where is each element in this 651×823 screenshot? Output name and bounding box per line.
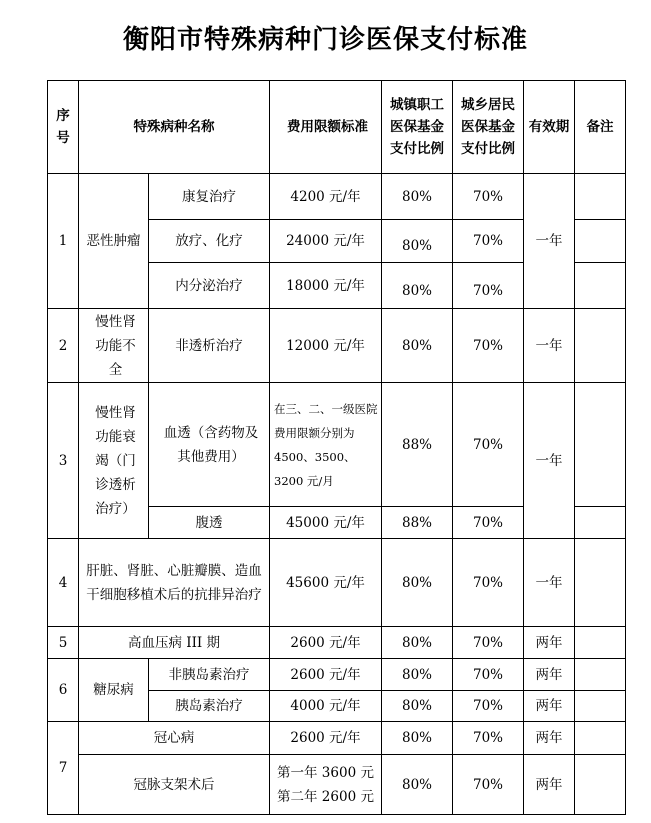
validity-cell: 两年 [524,659,575,691]
validity-cell: 一年 [524,539,575,627]
row-seq: 6 [48,659,79,722]
resident-ratio: 70% [453,263,524,309]
header-seq: 序号 [48,81,79,174]
limit-cell: 45600 元/年 [270,539,382,627]
header-remark: 备注 [575,81,626,174]
table-row [48,722,626,755]
resident-ratio: 70% [453,659,524,691]
sub-name: 放疗、化疗 [149,220,270,263]
table-row [48,659,626,691]
resident-ratio: 70% [453,309,524,383]
limit-cell [270,755,382,815]
employee-ratio: 80% [382,220,453,263]
employee-ratio: 80% [382,539,453,627]
sub-name: 内分泌治疗 [149,263,270,309]
disease-name: 慢性肾功能不全 [79,309,149,383]
employee-ratio: 80% [382,174,453,220]
resident-ratio: 70% [453,507,524,539]
validity-cell: 两年 [524,755,575,815]
employee-ratio: 88% [382,507,453,539]
table-row [48,539,626,627]
row-seq: 7 [48,722,79,815]
remark-cell [575,755,626,815]
remark-cell [575,220,626,263]
resident-ratio: 70% [453,691,524,722]
sub-name: 康复治疗 [149,174,270,220]
employee-ratio: 80% [382,659,453,691]
header-limit: 费用限额标准 [270,81,382,174]
row-seq: 5 [48,627,79,659]
sub-name: 冠心病 [79,722,270,755]
limit-cell: 2600 元/年 [270,627,382,659]
row-seq: 1 [48,174,79,309]
disease-name: 慢性肾功能衰竭（门诊透析治疗） [79,383,149,539]
resident-ratio: 70% [453,383,524,507]
remark-cell [575,539,626,627]
validity-cell: 一年 [524,383,575,539]
resident-ratio: 70% [453,174,524,220]
limit-cell: 45000 元/年 [270,507,382,539]
employee-ratio: 88% [382,383,453,507]
resident-ratio: 70% [453,539,524,627]
limit-cell: 12000 元/年 [270,309,382,383]
employee-ratio: 80% [382,263,453,309]
validity-cell: 两年 [524,722,575,755]
limit-cell: 2600 元/年 [270,659,382,691]
remark-cell [575,174,626,220]
employee-ratio: 80% [382,755,453,815]
remark-cell [575,659,626,691]
header-resident: 城乡居民医保基金支付比例 [453,81,524,174]
resident-ratio: 70% [453,722,524,755]
validity-cell: 两年 [524,691,575,722]
payment-standard-table [47,80,626,815]
header-validity: 有效期 [524,81,575,174]
disease-name: 恶性肿瘤 [79,174,149,309]
limit-cell: 2600 元/年 [270,722,382,755]
limit-line-2: 第二年 2600 元 [277,788,374,805]
remark-cell [575,309,626,383]
sub-name: 血透（含药物及其他费用） [149,383,270,507]
sub-name: 腹透 [149,507,270,539]
sub-name: 非胰岛素治疗 [149,659,270,691]
disease-name: 高血压病 III 期 [79,627,270,659]
limit-line-1: 第一年 3600 元 [277,764,374,781]
employee-ratio: 80% [382,691,453,722]
remark-cell [575,507,626,539]
header-name: 特殊病种名称 [79,81,270,174]
resident-ratio: 70% [453,627,524,659]
table-row [48,309,626,383]
table-row [48,174,626,220]
limit-cell: 18000 元/年 [270,263,382,309]
sub-name: 冠脉支架术后 [79,755,270,815]
disease-name: 肝脏、肾脏、心脏瓣膜、造血干细胞移植术后的抗排异治疗 [79,539,270,627]
employee-ratio: 80% [382,722,453,755]
limit-cell: 4200 元/年 [270,174,382,220]
limit-cell: 在三、二、一级医院费用限额分别为 4500、3500、3200 元/月 [270,383,382,507]
row-seq: 2 [48,309,79,383]
limit-cell: 24000 元/年 [270,220,382,263]
employee-ratio: 80% [382,627,453,659]
row-seq: 3 [48,383,79,539]
validity-cell: 一年 [524,174,575,309]
page-title: 衡阳市特殊病种门诊医保支付标准 [122,25,528,55]
sub-name: 胰岛素治疗 [149,691,270,722]
remark-cell [575,263,626,309]
table-row [48,627,626,659]
validity-cell: 一年 [524,309,575,383]
row-seq: 4 [48,539,79,627]
disease-name: 糖尿病 [79,659,149,722]
remark-cell [575,383,626,507]
employee-ratio: 80% [382,309,453,383]
resident-ratio: 70% [453,220,524,263]
table-row [48,755,626,815]
remark-cell [575,627,626,659]
header-employee: 城镇职工医保基金支付比例 [382,81,453,174]
resident-ratio: 70% [453,755,524,815]
remark-cell [575,691,626,722]
validity-cell: 两年 [524,627,575,659]
limit-cell: 4000 元/年 [270,691,382,722]
remark-cell [575,722,626,755]
header-row [48,81,626,174]
sub-name: 非透析治疗 [149,309,270,383]
table-row [48,383,626,507]
